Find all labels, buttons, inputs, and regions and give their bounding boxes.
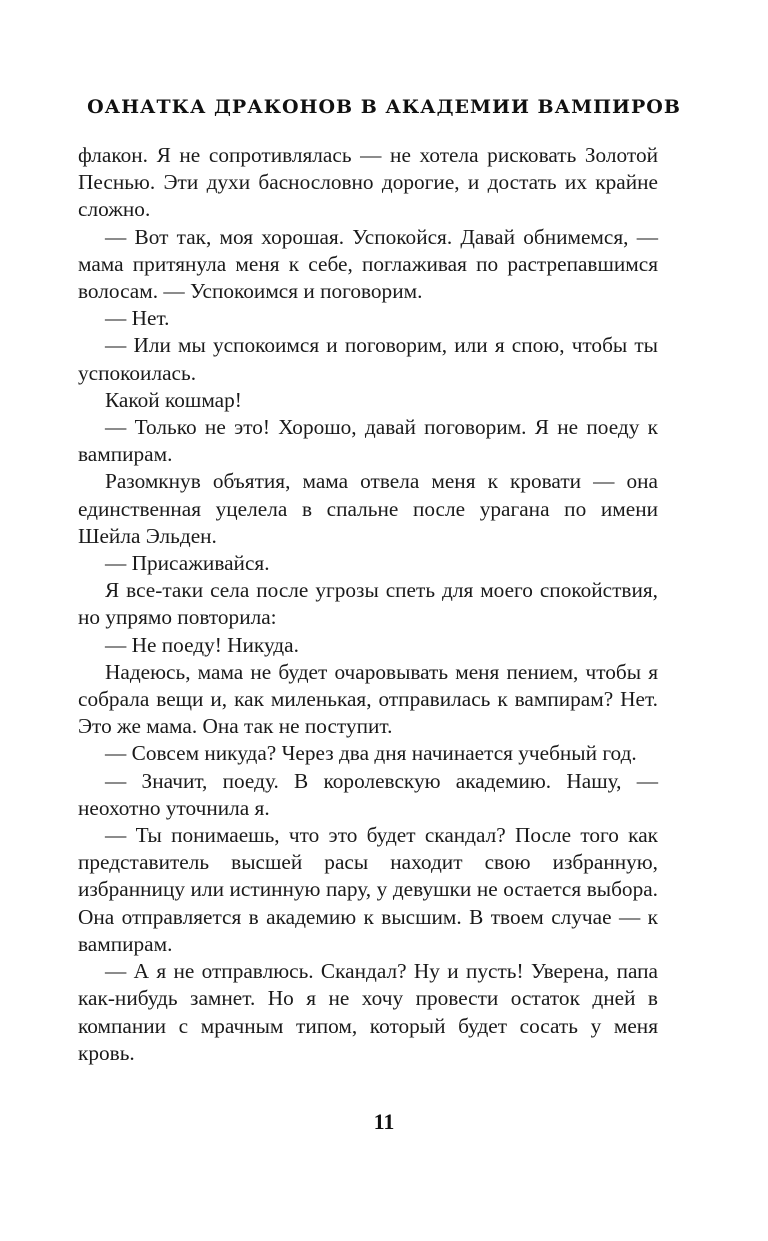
paragraph: Какой кошмар! (105, 387, 242, 412)
paragraph: — Совсем никуда? Через два дня начинается учебный год. (105, 741, 637, 766)
paragraph: — Нет. (105, 306, 170, 331)
paragraph: — Только не это! Хорошо, давай поговорим. Я не поеду к вампирам. (78, 415, 658, 467)
paragraph: — Или мы успокоимся и поговорим, или я спою, чтобы ты успокоилась. (78, 333, 658, 385)
paragraph: — Вот так, моя хорошая. Успокойся. Давай обнимемся, — мама притянула меня к себе, поглаживая по растрепавшимся волосам. — Успокоимся и поговорим. (78, 224, 658, 304)
paragraph: — Не поеду! Никуда. (105, 632, 299, 657)
paragraph: флакон. Я не сопротивлялась — не хотела рисковать Золотой Песнью. Эти духи баснословно дорогие, и достать их крайне сложно. (78, 143, 658, 222)
paragraph: — Значит, поеду. В королевскую академию. Нашу, — неохотно уточнила я. (78, 768, 658, 820)
running-title: ОАНАТКА ДРАКОНОВ В АКАДЕМИИ ВАМПИРОВ (87, 96, 681, 118)
paragraph: Разомкнув объятия, мама отвела меня к кровати — она единственная уцелела в спальне после урагана по имени Шейла Эльден. (78, 469, 658, 548)
paragraph: Я все-таки села после угрозы спеть для моего спокойствия, но упрямо повторила: (78, 578, 658, 630)
paragraph: Надеюсь, мама не будет очаровывать меня пением, чтобы я собрала вещи и, как миленькая, отправилась к вампирам? Нет. Это же мама. Она так не поступит. (78, 659, 658, 739)
page-number: 11 (373, 1109, 395, 1134)
paragraph: — Присаживайся. (105, 551, 270, 576)
paragraph: — Ты понимаешь, что это будет скандал? После того как представитель высшей расы находит свою избранную, избранницу или истинную пару, у девушки не остается выбора. Она отправляется в академию к высшим. В твоем случае — к вампирам. (78, 823, 658, 956)
body-text (78, 142, 658, 1067)
paragraph: — А я не отправлюсь. Скандал? Ну и пусть! Уверена, папа как-нибудь замнет. Но я не хочу провести остаток дней в компании с мрачным типом, который будет сосать у меня кровь. (78, 959, 658, 1065)
